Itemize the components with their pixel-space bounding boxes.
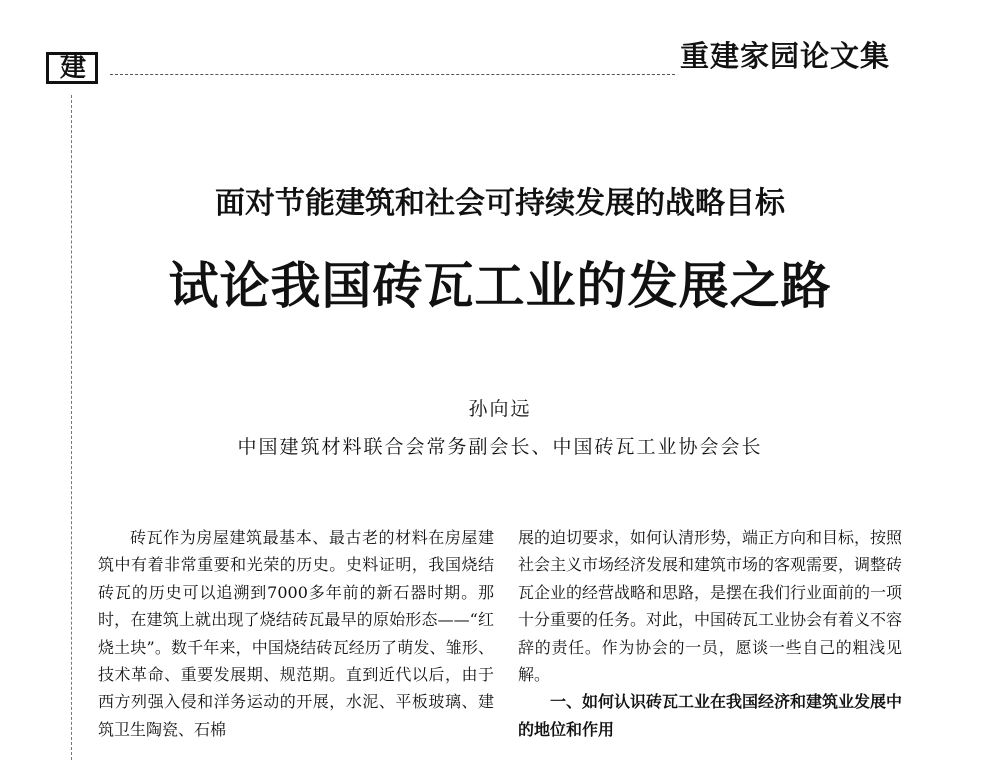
section-heading: 一、如何认识砖瓦工业在我国经济和建筑业发展中的地位和作用 <box>518 692 903 739</box>
publisher-logo <box>46 52 98 84</box>
series-title: 重建家园论文集 <box>680 39 891 73</box>
header-rule <box>110 74 675 75</box>
author-affiliation: 中国建筑材料联合会常务副会长、中国砖瓦工业协会会长 <box>237 436 763 458</box>
body-paragraph-continued: 展的迫切要求，如何认清形势，端正方向和目标，按照社会主义市场经济发展和建筑市场的客观需要，调整砖瓦企业的经营战略和思路，是摆在我们行业面前的一项十分重要的任务。对此，中国砖瓦工业协会有着义不容辞的责任。作为协会的一员，愿谈一些自己的粗浅见解。 <box>518 528 903 685</box>
article-title: 试论我国砖瓦工业的发展之路 <box>168 256 832 315</box>
body-paragraph: 砖瓦作为房屋建筑最基本、最古老的材料在房屋建筑中有着非常重要和光荣的历史。史料证明，我国烧结砖瓦的历史可以追溯到7000多年前的新石器时期。那时，在建筑上就出现了烧结砖瓦最早的原始形态——“红烧土块”。数千年来，中国烧结砖瓦经历了萌发、雏形、技术革命、重要发展期、规范期。直到近代以后，由于西方列强入侵和洋务运动的开展，水泥、平板玻璃、建筑卫生陶瓷、石棉 <box>98 528 494 739</box>
author-name: 孙向远 <box>468 398 532 420</box>
body-column-right <box>518 524 902 743</box>
body-column-left <box>98 524 494 743</box>
logo-glyph: 建 <box>49 55 95 81</box>
article-subtitle: 面对节能建筑和社会可持续发展的战略目标 <box>215 186 785 221</box>
